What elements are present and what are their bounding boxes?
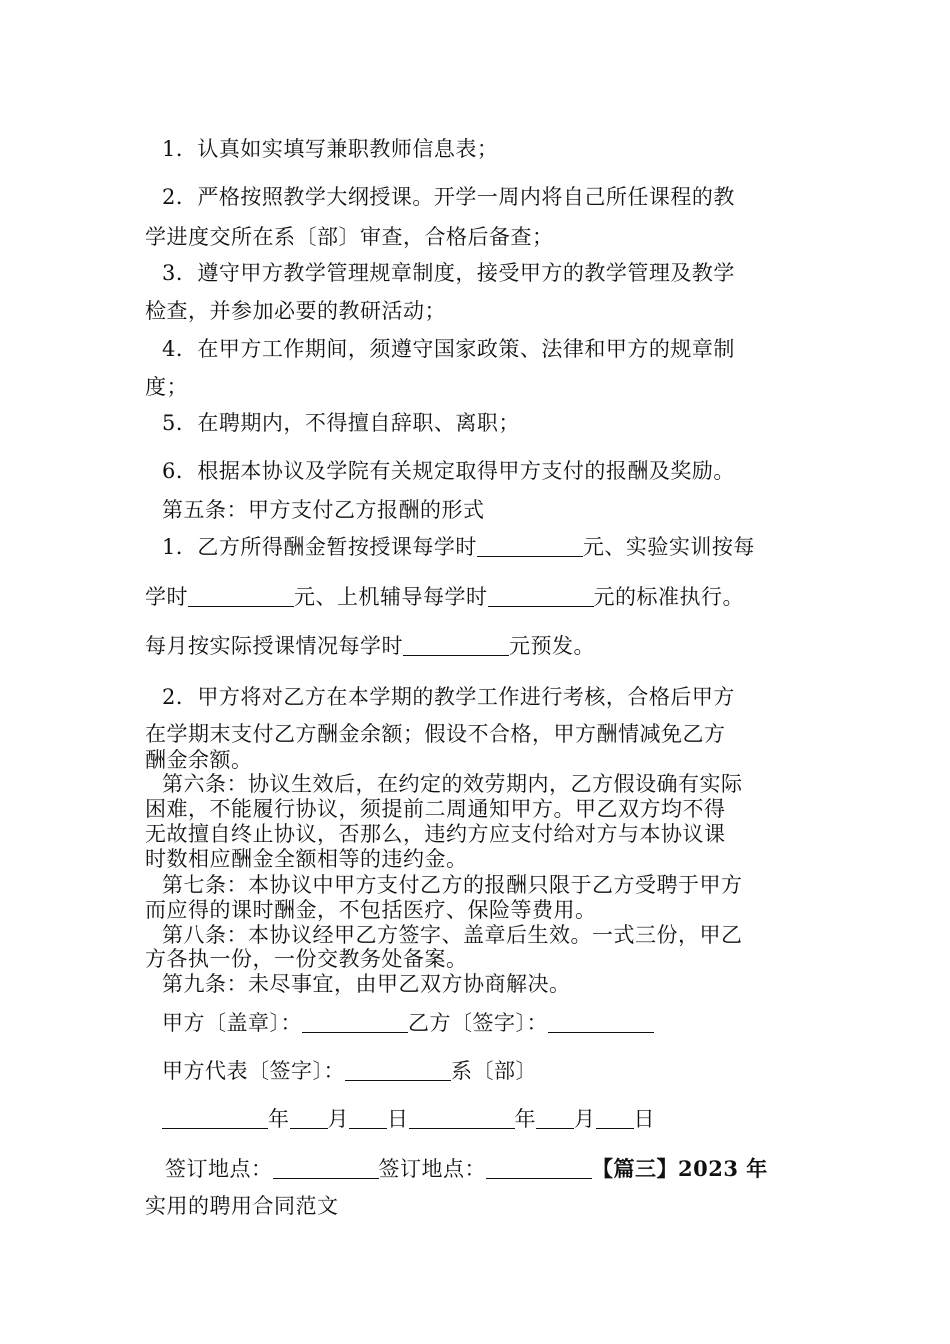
next-section-title: 实用的聘用合同范文: [145, 1194, 339, 1218]
blank-line: [273, 1158, 379, 1179]
duty-item-6: 6．根据本协议及学院有关规定取得甲方支付的报酬及奖励。: [162, 459, 735, 483]
pay-item-2-line3: 酬金余额。: [145, 748, 253, 772]
date-year-label: 年: [268, 1107, 290, 1131]
blank-line: [188, 586, 294, 607]
blank-line: [345, 1060, 451, 1081]
blank-line: [596, 1108, 634, 1129]
article-8-line1: 第八条：本协议经甲乙方签字、盖章后生效。一式三份，甲乙: [162, 923, 743, 947]
pay-text: 学时: [145, 585, 188, 609]
next-section-heading: 【篇三】2023 年: [592, 1156, 768, 1181]
article-7-line1: 第七条：本协议中甲方支付乙方的报酬只限于乙方受聘于甲方: [162, 873, 743, 897]
pay-item-1-line2: [145, 584, 744, 610]
pay-text: 1．乙方所得酬金暂按授课每学时: [162, 535, 477, 559]
blank-line: [403, 635, 509, 656]
signing-place-label: 签订地点：: [165, 1157, 273, 1181]
duty-item-3-line2: 检查，并参加必要的教研活动；: [145, 299, 446, 323]
pay-text: 元的标准执行。: [593, 585, 744, 609]
signature-row-1: [162, 1010, 654, 1036]
pay-item-1-line1: [162, 534, 755, 560]
blank-line: [409, 1108, 515, 1129]
date-month-label: 月: [327, 1107, 349, 1131]
signature-row-2: [162, 1058, 537, 1084]
article-6-line4: 时数相应酬金全额相等的违约金。: [145, 847, 468, 871]
date-month-label: 月: [574, 1107, 596, 1131]
blank-line: [302, 1012, 408, 1033]
article-5-heading: 第五条：甲方支付乙方报酬的形式: [162, 498, 485, 522]
signing-place-row: [165, 1156, 768, 1182]
blank-line: [290, 1108, 328, 1129]
article-6-line1: 第六条：协议生效后，在约定的效劳期内，乙方假设确有实际: [162, 772, 743, 796]
duty-item-2-line2: 学进度交所在系〔部〕审查，合格后备查；: [145, 225, 554, 249]
pay-text: 每月按实际授课情况每学时: [145, 634, 403, 658]
duty-item-5: 5．在聘期内，不得擅自辞职、离职；: [162, 411, 520, 435]
duty-item-1: 1．认真如实填写兼职教师信息表；: [162, 137, 499, 161]
duty-item-2-line1: 2．严格按照教学大纲授课。开学一周内将自己所任课程的教: [162, 185, 735, 209]
blank-line: [536, 1108, 574, 1129]
article-8-line2: 方各执一份，一份交教务处备案。: [145, 947, 468, 971]
article-6-line2: 困难，不能履行协议，须提前二周通知甲方。甲乙双方均不得: [145, 797, 726, 821]
duty-item-4-line1: 4．在甲方工作期间，须遵守国家政策、法律和甲方的规章制: [162, 337, 735, 361]
pay-item-2-line2: 在学期末支付乙方酬金余额；假设不合格，甲方酬情减免乙方: [145, 722, 726, 746]
blank-line: [548, 1012, 654, 1033]
department-label: 系〔部〕: [451, 1059, 537, 1083]
signing-place-label: 签订地点：: [378, 1157, 486, 1181]
duty-item-4-line2: 度；: [145, 375, 188, 399]
article-6-line3: 无故擅自终止协议，否那么，违约方应支付给对方与本协议课: [145, 822, 726, 846]
party-b-sign-label: 乙方〔签字〕：: [408, 1011, 548, 1035]
date-year-label: 年: [514, 1107, 536, 1131]
date-row: [162, 1106, 655, 1132]
blank-line: [162, 1108, 268, 1129]
party-a-rep-label: 甲方代表〔签字〕：: [162, 1059, 345, 1083]
blank-line: [349, 1108, 387, 1129]
blank-line: [488, 586, 594, 607]
blank-line: [486, 1158, 592, 1179]
pay-text: 元预发。: [509, 634, 595, 658]
pay-text: 元、上机辅导每学时: [294, 585, 488, 609]
date-day-label: 日: [387, 1107, 409, 1131]
article-7-line2: 而应得的课时酬金，不包括医疗、保险等费用。: [145, 898, 597, 922]
pay-item-1-line3: [145, 633, 595, 659]
pay-item-2-line1: 2．甲方将对乙方在本学期的教学工作进行考核，合格后甲方: [162, 685, 735, 709]
pay-text: 元、实验实训按每: [582, 535, 755, 559]
duty-item-3-line1: 3．遵守甲方教学管理规章制度，接受甲方的教学管理及教学: [162, 261, 735, 285]
article-9: 第九条：未尽事宜，由甲乙双方协商解决。: [162, 972, 571, 996]
blank-line: [477, 536, 583, 557]
date-day-label: 日: [633, 1107, 655, 1131]
party-a-seal-label: 甲方〔盖章〕：: [162, 1011, 302, 1035]
